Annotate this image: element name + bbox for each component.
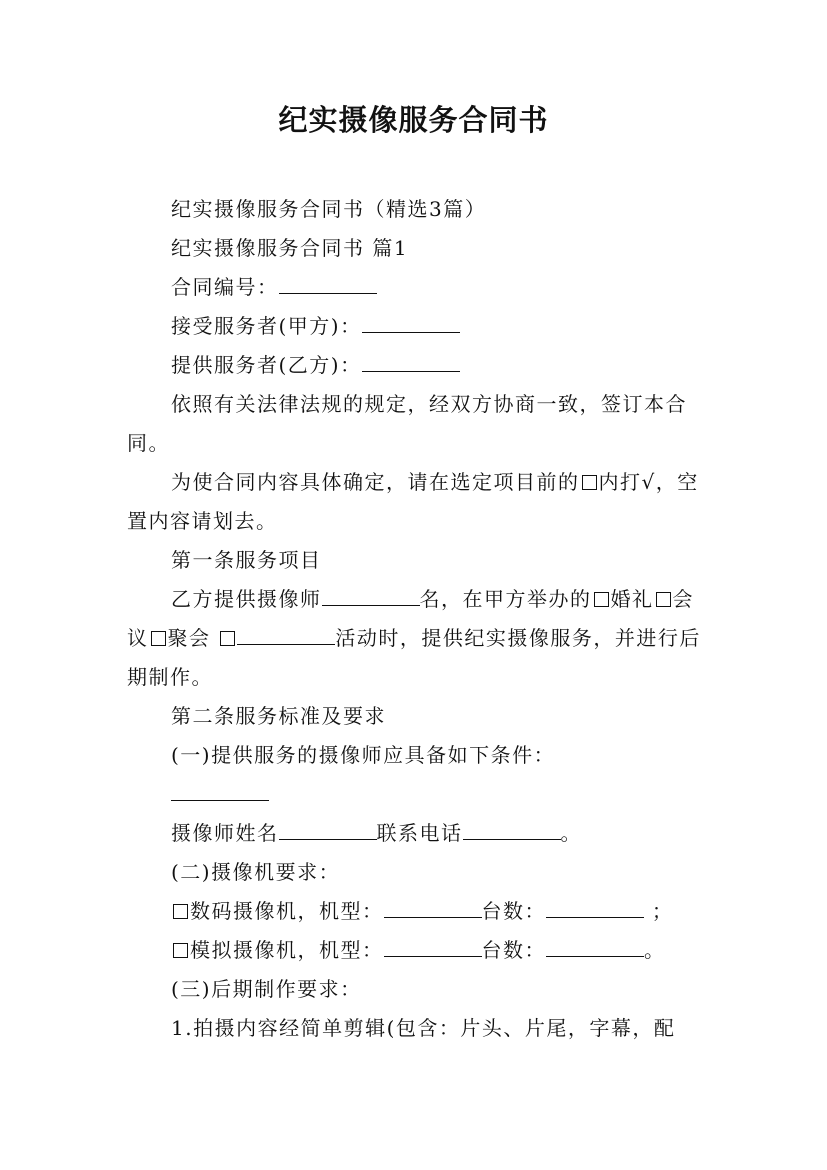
- quantity-blank: [546, 895, 644, 918]
- paragraph: 依照有关法律法规的规定，经双方协商一致，签订本合同。: [127, 392, 687, 455]
- checkbox-icon: [582, 475, 597, 490]
- text: 。: [560, 821, 582, 845]
- text: 摄像师姓名: [171, 821, 279, 845]
- paragraph: [127, 463, 707, 541]
- contract-number-line: [127, 268, 707, 307]
- party-b-blank: [362, 349, 460, 372]
- paragraph: 纪实摄像服务合同书（精选3篇）: [171, 197, 487, 221]
- paragraph: [127, 580, 707, 697]
- checkbox-icon: [151, 631, 166, 646]
- text: 名，在甲方举办的: [419, 587, 592, 611]
- paragraph: [127, 814, 707, 853]
- photographer-count-blank: [322, 583, 420, 606]
- blank-line: [127, 775, 707, 814]
- text: 婚礼: [610, 587, 654, 611]
- paragraph: (三)后期制作要求：: [171, 977, 362, 1001]
- checkbox-icon: [173, 904, 188, 919]
- conditions-blank: [171, 778, 269, 801]
- party-a-line: [127, 307, 707, 346]
- page-title: 纪实摄像服务合同书: [278, 103, 549, 137]
- paragraph: (一)提供服务的摄像师应具备如下条件：: [171, 743, 556, 767]
- text: 台数：: [481, 899, 546, 923]
- text: ；: [644, 899, 674, 923]
- field-label: 合同编号：: [171, 275, 279, 299]
- paragraph: [127, 892, 707, 931]
- phone-blank: [463, 817, 561, 840]
- text: 数码摄像机，机型：: [190, 899, 384, 923]
- checkbox-icon: [220, 631, 235, 646]
- paragraph: 1.拍摄内容经简单剪辑(包含：片头、片尾，字幕，配: [171, 1016, 676, 1040]
- text: 台数：: [481, 938, 546, 962]
- text: 联系电话: [376, 821, 463, 845]
- document-body: [127, 190, 707, 1048]
- name-blank: [279, 817, 377, 840]
- quantity-blank: [546, 934, 644, 957]
- paragraph: 纪实摄像服务合同书 篇1: [171, 236, 409, 260]
- model-blank: [384, 934, 482, 957]
- checkbox-icon: [594, 592, 609, 607]
- section-heading: 第一条服务项目: [171, 548, 322, 572]
- field-label: 接受服务者(甲方)：: [171, 314, 362, 338]
- checkbox-icon: [656, 592, 671, 607]
- checkbox-icon: [173, 943, 188, 958]
- contract-number-blank: [279, 271, 377, 294]
- text: 聚会: [167, 626, 219, 650]
- party-b-line: [127, 346, 707, 385]
- text: 。: [644, 938, 666, 962]
- model-blank: [384, 895, 482, 918]
- text: 模拟摄像机，机型：: [190, 938, 384, 962]
- text: 为使合同内容具体确定，请在选定项目前的: [171, 470, 580, 494]
- event-blank: [237, 622, 335, 645]
- text: 活动时，提供纪实摄像服务，并进行后期制作。: [127, 626, 701, 689]
- paragraph: (二)摄像机要求：: [171, 860, 341, 884]
- paragraph: [127, 931, 707, 970]
- text: 会议: [127, 587, 694, 650]
- section-heading: 第二条服务标准及要求: [171, 704, 386, 728]
- text: 乙方提供摄像师: [171, 587, 322, 611]
- field-label: 提供服务者(乙方)：: [171, 353, 362, 377]
- party-a-blank: [362, 310, 460, 333]
- text: 内打√，空置内容请划去。: [127, 470, 699, 533]
